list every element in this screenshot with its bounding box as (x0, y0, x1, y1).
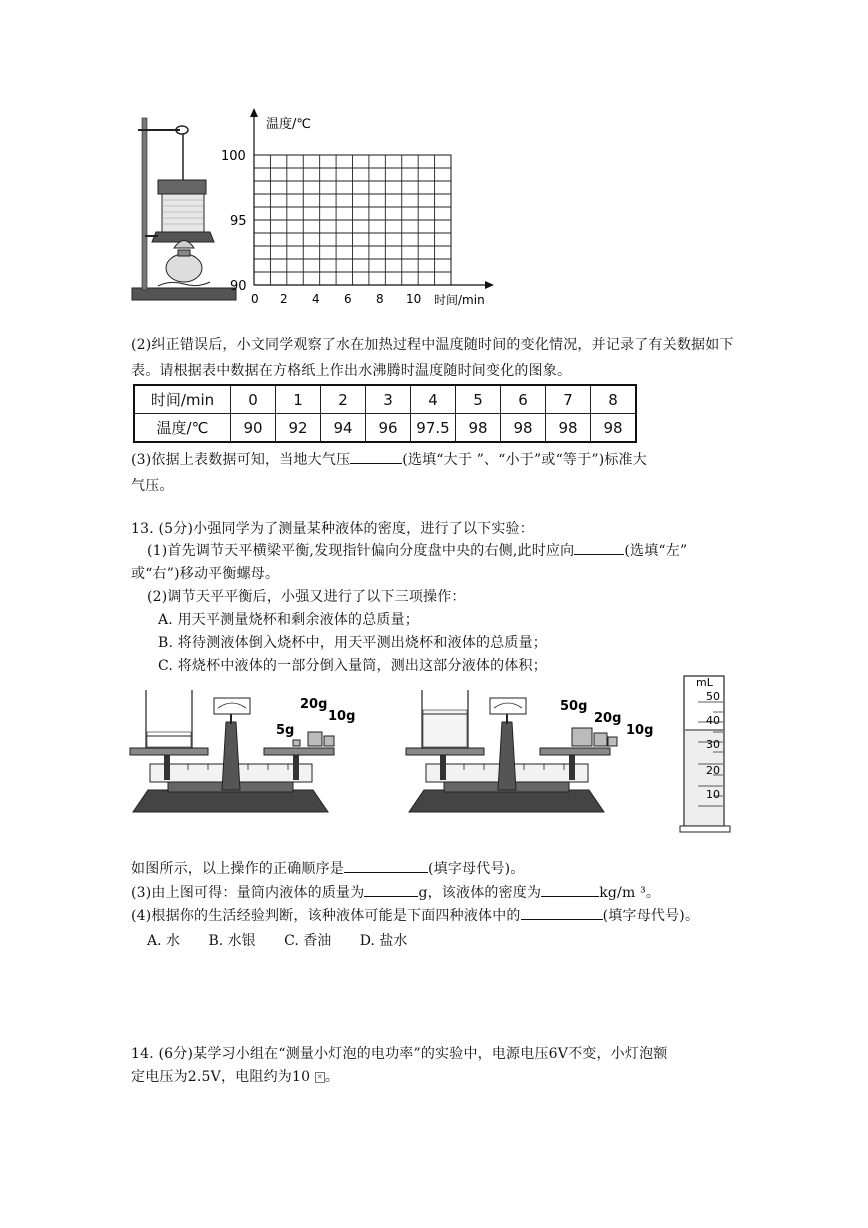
cyl-tick: 50 (706, 690, 720, 703)
x-tick-0: 0 (251, 292, 259, 306)
weight-20g (308, 732, 322, 746)
boiling-figure (128, 108, 498, 308)
table-cell: 7 (546, 385, 591, 414)
q13-part4: (4)根据你的生活经验判断，该种液体可能是下面四种液体中的 (填字母代号)。 (131, 903, 751, 929)
weight-label: 10g (626, 723, 654, 738)
table-cell: 98 (501, 414, 546, 443)
answer-blank[interactable] (521, 904, 603, 920)
choice-c[interactable]: C. 香油 (284, 933, 332, 949)
table-cell: 8 (591, 385, 637, 414)
table-cell: 92 (276, 414, 321, 443)
q13-part2: (2)调节天平平衡后，小强又进行了以下三项操作： (147, 589, 466, 605)
alcohol-lamp (166, 254, 202, 282)
answer-blank[interactable] (541, 881, 599, 897)
weight-label: 10g (328, 709, 356, 724)
op-b: B. 将待测液体倒入烧杯中，用天平测出烧杯和液体的总质量； (158, 635, 547, 651)
answer-blank[interactable] (364, 881, 418, 897)
balance-left (130, 690, 355, 812)
y-axis-label: 温度/℃ (266, 117, 311, 132)
table-cell: 97.5 (411, 414, 456, 443)
table-row-temp (134, 414, 636, 443)
table-header-temp: 温度/℃ (134, 414, 231, 443)
choice-d[interactable]: D. 盐水 (359, 933, 408, 949)
cyl-tick: 10 (706, 788, 720, 801)
lid (158, 180, 206, 194)
table-cell: 1 (276, 385, 321, 414)
weight-5g (293, 740, 300, 746)
q14-line1: 14. (6分)某学习小组在“测量小灯泡的电功率”的实验中，电源电压6V不变，小灯泡额 (131, 1046, 668, 1062)
table-cell: 5 (456, 385, 501, 414)
weight-10g (608, 737, 617, 746)
grid-paper (254, 155, 451, 285)
cyl-tick: 20 (706, 764, 720, 777)
y-tick-95: 95 (230, 214, 247, 229)
x-tick-8: 8 (376, 292, 384, 306)
table-row-time (134, 385, 636, 414)
weight-10g (324, 736, 334, 746)
q13-stem: 13. (5分)小强同学为了测量某种液体的密度，进行了以下实验： (131, 521, 534, 537)
weight-label: 20g (300, 697, 328, 712)
balance-right (406, 690, 653, 812)
x-tick-4: 4 (312, 292, 320, 306)
table-cell: 6 (501, 385, 546, 414)
q12-part2: (2)纠正错误后，小文同学观察了水在加热过程中温度随时间的变化情况，并记录了有关数据如下表。请根据表中数据在方格纸上作出水沸腾时温度随时间变化的图象。 (131, 337, 734, 379)
table-cell: 3 (366, 385, 411, 414)
x-axis-label: 时间/min (434, 293, 485, 307)
q13-order: 如图所示，以上操作的正确顺序是 (填字母代号)。 (131, 856, 743, 882)
op-c: C. 将烧杯中液体的一部分倒入量筒，测出这部分液体的体积； (158, 658, 547, 674)
answer-blank[interactable] (574, 539, 624, 555)
answer-blank[interactable] (350, 448, 402, 464)
table-cell: 98 (546, 414, 591, 443)
cyl-tick: 30 (706, 738, 720, 751)
graduated-cylinder (680, 676, 730, 832)
q13-choices (147, 930, 431, 950)
table-header-time: 时间/min (134, 385, 231, 414)
q13-part3: (3)由上图可得：量筒内液体的质量为 g，该液体的密度为 kg/m ³。 (131, 880, 743, 906)
table-cell: 4 (411, 385, 456, 414)
x-tick-6: 6 (344, 292, 352, 306)
weight-label: 50g (560, 699, 588, 714)
cyl-unit: mL (696, 676, 713, 689)
weight-20g (594, 733, 607, 746)
table-cell: 94 (321, 414, 366, 443)
choice-b[interactable]: B. 水银 (208, 933, 256, 949)
q12-part3: (3)依据上表数据可知，当地大气压 (选填“大于 ”、“小于”或“等于”)标准大 气压。 (131, 447, 743, 499)
x-tick-10: 10 (406, 292, 422, 306)
answer-blank[interactable] (344, 857, 428, 873)
choice-a[interactable]: A. 水 (147, 933, 181, 949)
q14-line2: 定电压为2.5V，电阻约为10 ✕ 。 (131, 1069, 340, 1085)
table-cell: 98 (456, 414, 501, 443)
balance-figure (128, 672, 748, 838)
table-cell: 0 (231, 385, 276, 414)
stand-rod (142, 118, 147, 290)
y-tick-100: 100 (221, 149, 246, 164)
table-cell: 98 (591, 414, 637, 443)
missing-glyph-icon: ✕ (316, 1072, 323, 1081)
stand-base (132, 288, 236, 300)
weight-label: 5g (276, 723, 295, 738)
q13-part1-cont: 或“右”)移动平衡螺母。 (131, 566, 280, 582)
data-table (133, 384, 637, 443)
table-cell: 96 (366, 414, 411, 443)
op-a: A. 用天平测量烧杯和剩余液体的总质量； (158, 612, 420, 628)
q13-part1: (1)首先调节天平横梁平衡,发现指针偏向分度盘中央的右侧,此时应向 (选填“左” (147, 538, 747, 564)
table-cell: 2 (321, 385, 366, 414)
x-tick-2: 2 (280, 292, 288, 306)
weight-50g (572, 728, 592, 746)
weight-label: 20g (594, 711, 622, 726)
cyl-tick: 40 (706, 714, 720, 727)
table-cell: 90 (231, 414, 276, 443)
y-tick-90: 90 (230, 279, 247, 294)
